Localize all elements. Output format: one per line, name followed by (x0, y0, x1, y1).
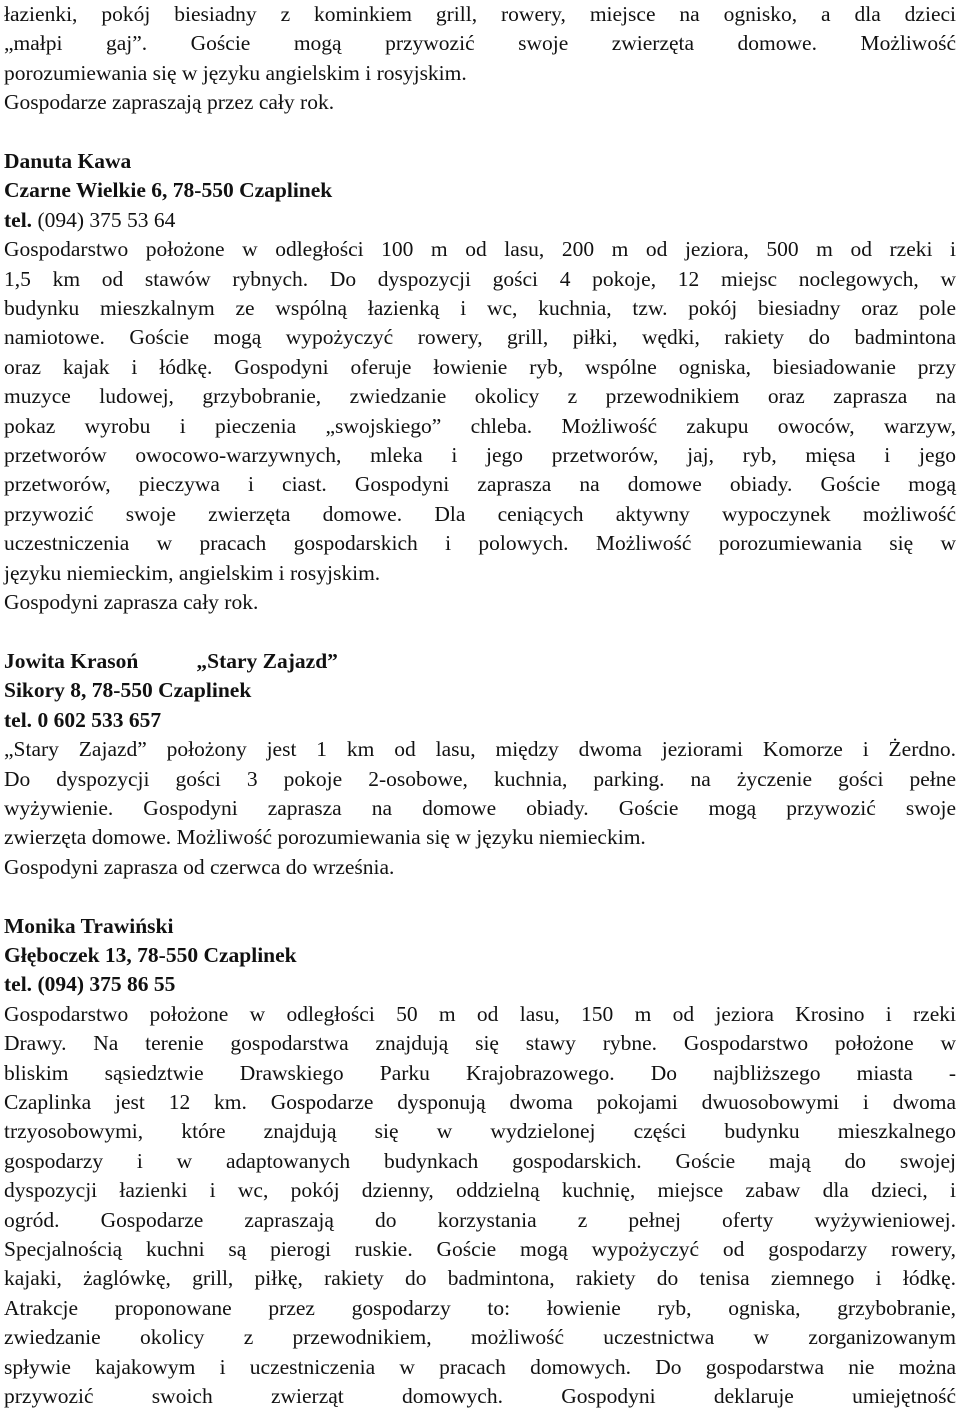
host-name: Jowita Krasoń (4, 648, 139, 673)
text-line: Atrakcje proponowane przez gospodarzy to: łowienie ryb, ogniska, grzybobranie, (4, 1295, 956, 1320)
text-line: gospodarzy i w adaptowanych budynkach gospodarskich. Goście mają do swojej (4, 1148, 956, 1173)
phone-label: tel. (4, 707, 33, 732)
phone-number: (094) 375 86 55 (37, 972, 176, 997)
text-line: budynku mieszkalnym ze wspólną łazienką i wc, kuchnia, tzw. pokój biesiadny oraz pole (4, 296, 956, 321)
text-line: uczestniczenia w pracach gospodarskich i polowych. Możliwość porozumiewania się w (4, 531, 956, 556)
host-address: Sikory 8, 78-550 Czaplinek (4, 678, 252, 703)
business-name: „Stary Zajazd” (196, 648, 338, 673)
host-phone (4, 706, 956, 735)
text-line: Gospodyni zaprasza cały rok. (4, 590, 259, 615)
text-line: zwiedzanie okolicy z przewodnikiem, możliwość uczestnictwa w zorganizowanym (4, 1325, 956, 1350)
text-line: 1,5 km od stawów rybnych. Do dyspozycji gości 4 pokoje, 12 miejsc noclegowych, w (4, 266, 956, 291)
text-line: dyspozycji łazienki i wc, pokój dzienny, oddzielną kuchnię, miejsce zabaw dla dzieci, i (4, 1178, 956, 1203)
phone-number: 0 602 533 657 (37, 707, 162, 732)
host-name: Danuta Kawa (4, 149, 132, 174)
text-line: przetworów, pieczywa i ciast. Gospodyni zaprasza na domowe obiady. Goście mogą (4, 472, 956, 497)
text-line: Do dyspozycji gości 3 pokoje 2-osobowe, kuchnia, parking. na życzenie gości pełne (4, 766, 956, 791)
phone-number: (094) 375 53 64 (37, 207, 176, 232)
spacer (4, 882, 956, 911)
phone-label: tel. (4, 972, 33, 997)
host-address: Czarne Wielkie 6, 78-550 Czaplinek (4, 178, 333, 203)
text-line: „małpi gaj”. Goście mogą przywozić swoje zwierzęta domowe. Możliwość (4, 31, 956, 56)
text-line: przywozić swoje zwierzęta domowe. Dla ceniących aktywny wypoczynek możliwość (4, 501, 956, 526)
listing-description (4, 735, 956, 882)
text-line: spływie kajakowym i uczestniczenia w pracach domowych. Do gospodarstwa nie można (4, 1354, 956, 1379)
host-address: Głęboczek 13, 78-550 Czaplinek (4, 942, 297, 967)
text-line: języku niemieckim, angielskim i rosyjskim. (4, 560, 381, 585)
text-line: wyżywienie. Gospodyni zaprasza na domowe obiady. Goście mogą przywozić swoje (4, 795, 956, 820)
text-line: Drawy. Na terenie gospodarstwa znajdują się stawy rybne. Gospodarstwo położone w (4, 1031, 956, 1056)
text-line: porozumiewania się w języku angielskim i rosyjskim. (4, 60, 467, 85)
text-line: przetworów owocowo-warzywnych, mleka i jego przetworów, jaj, ryb, mięsa i jego (4, 443, 956, 468)
text-line: zwierzęta domowe. Możliwość porozumiewania się w języku niemieckim. (4, 825, 646, 850)
listing-description (4, 1000, 956, 1411)
text-line: Gospodyni zaprasza od czerwca do września. (4, 854, 395, 879)
text-line: oraz kajak i łódkę. Gospodyni oferuje łowienie ryb, wspólne ogniska, biesiadowanie przy (4, 354, 956, 379)
phone-label: tel. (4, 207, 33, 232)
text-line: Gospodarstwo położone w odległości 50 m od lasu, 150 m od jeziora Krosino i rzeki (4, 1001, 956, 1026)
text-line: trzyosobowymi, które znajdują się w wydzielonej części budynku mieszkalnego (4, 1119, 956, 1144)
text-line: Specjalnością kuchni są pierogi ruskie. Goście mogą wypożyczyć od gospodarzy rowery, (4, 1237, 956, 1262)
listing-description (4, 235, 956, 617)
text-line: przywozić swoich zwierząt domowych. Gospodyni deklaruje umiejętność (4, 1384, 956, 1409)
host-name-line (4, 647, 956, 676)
spacer (4, 618, 956, 647)
document-page (4, 0, 956, 1411)
text-line: Czaplinka jest 12 km. Gospodarze dysponują dwoma pokojami dwuosobowymi i dwoma (4, 1089, 956, 1114)
text-line: muzyce ludowej, grzybobranie, zwiedzanie okolicy z przewodnikiem oraz zaprasza na (4, 384, 956, 409)
listing-danuta-kawa (4, 147, 956, 618)
host-phone (4, 206, 956, 235)
text-line: Gospodarstwo położone w odległości 100 m od lasu, 200 m od jeziora, 500 m od rzeki i (4, 237, 956, 262)
text-line: łazienki, pokój biesiadny z kominkiem grill, rowery, miejsce na ognisko, a dla dzieci (4, 2, 956, 26)
text-line: namiotowe. Goście mogą wypożyczyć rowery, grill, piłki, wędki, rakiety do badmintona (4, 325, 956, 350)
text-line: kajaki, żaglówkę, grill, piłkę, rakiety do badmintona, rakiety do tenisa ziemnego i łódkę. (4, 1266, 956, 1291)
host-name: Monika Trawiński (4, 913, 174, 938)
listing-jowita-krason (4, 647, 956, 882)
text-line: bliskim sąsiedztwie Drawskiego Parku Krajobrazowego. Do najbliższego miasta - (4, 1060, 956, 1085)
text-line: „Stary Zajazd” położony jest 1 km od lasu, między dwoma jeziorami Komorze i Żerdno. (4, 737, 956, 762)
text-line: ogród. Gospodarze zapraszają do korzystania z pełnej oferty wyżywieniowej. (4, 1207, 956, 1232)
text-line: pokaz wyrobu i pieczenia „swojskiego” chleba. Możliwość zakupu owoców, warzyw, (4, 413, 956, 438)
intro-paragraph (4, 0, 956, 118)
listing-monika-trawinski (4, 912, 956, 1411)
spacer (4, 118, 956, 147)
text-line: Gospodarze zapraszają przez cały rok. (4, 90, 335, 115)
host-phone (4, 970, 956, 999)
